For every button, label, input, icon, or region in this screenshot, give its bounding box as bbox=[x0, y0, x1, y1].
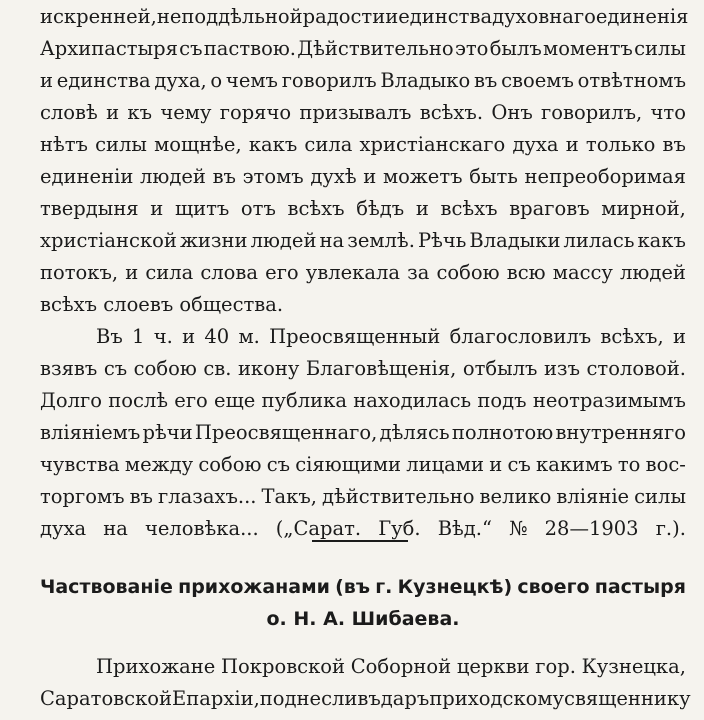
word: и bbox=[415, 197, 429, 220]
word: находилась bbox=[353, 389, 472, 412]
word: Саратовской bbox=[40, 687, 173, 710]
word: въ bbox=[473, 69, 498, 92]
word: своего bbox=[517, 576, 590, 598]
word: единства bbox=[398, 5, 493, 28]
word: Прихожане bbox=[96, 655, 216, 678]
word: Кузнецкѣ) bbox=[397, 576, 513, 598]
word: паствою. bbox=[203, 37, 297, 60]
word: Кузнецка, bbox=[581, 655, 686, 678]
word: мирной, bbox=[601, 197, 686, 220]
word: въ bbox=[129, 485, 153, 508]
word: взявъ bbox=[40, 357, 98, 380]
word: вліяніемъ bbox=[40, 421, 141, 444]
word: то bbox=[617, 453, 641, 476]
word: въ bbox=[662, 133, 686, 156]
word: и bbox=[182, 325, 196, 348]
word: м. bbox=[238, 325, 260, 348]
word: Дѣйствительно bbox=[297, 37, 454, 60]
word: въ bbox=[212, 165, 236, 188]
text-line bbox=[40, 355, 686, 383]
word: г. bbox=[375, 576, 393, 598]
word: Архипастыря bbox=[40, 37, 178, 60]
text-line bbox=[40, 3, 689, 31]
word: людей bbox=[250, 229, 317, 252]
word: на bbox=[103, 517, 128, 540]
word: внутренняго bbox=[555, 421, 686, 444]
word: сила bbox=[304, 133, 353, 156]
word: только bbox=[585, 133, 656, 156]
word: этомъ bbox=[242, 165, 304, 188]
word: № bbox=[509, 517, 528, 540]
word: благословилъ bbox=[449, 325, 592, 348]
word: говорилъ bbox=[281, 69, 377, 92]
word: духовнаго bbox=[492, 5, 596, 28]
word: нѣтъ bbox=[40, 133, 88, 156]
word: икону bbox=[237, 357, 300, 380]
word: духа bbox=[512, 133, 559, 156]
word: твердыня bbox=[40, 197, 139, 220]
word: слова bbox=[200, 261, 259, 284]
text-line bbox=[40, 195, 686, 223]
word: чувства bbox=[40, 453, 120, 476]
word: отъ bbox=[240, 197, 276, 220]
word: какимъ bbox=[536, 453, 613, 476]
word: Преосвященный bbox=[269, 325, 441, 348]
word: горячо bbox=[219, 101, 292, 124]
word: своемъ bbox=[501, 69, 574, 92]
word: полнотою bbox=[451, 421, 554, 444]
text-line bbox=[40, 163, 686, 191]
text-line bbox=[40, 259, 686, 287]
word: гор. bbox=[535, 655, 576, 678]
word: собою bbox=[198, 453, 262, 476]
word: христіанской bbox=[40, 229, 177, 252]
word: христіанскаго bbox=[359, 133, 506, 156]
word: („Сарат. bbox=[275, 517, 362, 540]
word: торгомъ bbox=[40, 485, 125, 508]
word: священнику bbox=[564, 687, 691, 710]
text-line bbox=[40, 685, 691, 713]
word: сіяющими bbox=[295, 453, 401, 476]
word: Благовѣщенія, bbox=[305, 357, 457, 380]
word: увлекала bbox=[305, 261, 400, 284]
section-divider bbox=[312, 540, 408, 542]
word: говорилъ, bbox=[541, 101, 643, 124]
word: за bbox=[407, 261, 430, 284]
word: чему bbox=[160, 101, 212, 124]
word: какъ bbox=[637, 229, 686, 252]
section-heading-subtitle: о. Н. А. Шибаева. bbox=[266, 608, 460, 630]
text-line bbox=[40, 67, 686, 95]
word: Въ bbox=[96, 325, 123, 348]
word: Частвованіе bbox=[40, 576, 173, 598]
word: духѣ bbox=[310, 165, 357, 188]
word: былъ bbox=[489, 37, 542, 60]
word: мощнѣе, bbox=[154, 133, 242, 156]
word: силы bbox=[634, 485, 686, 508]
word: 1 bbox=[132, 325, 145, 348]
word: и bbox=[363, 165, 377, 188]
word: о bbox=[210, 69, 223, 92]
text-line: всѣхъ слоевъ общества. bbox=[40, 293, 284, 316]
text-line bbox=[96, 323, 686, 351]
word: человѣка... bbox=[144, 517, 259, 540]
word: и bbox=[672, 325, 686, 348]
word: Вѣд.“ bbox=[437, 517, 492, 540]
word: пастыря bbox=[594, 576, 686, 598]
word: велико bbox=[479, 485, 552, 508]
word: даръ bbox=[380, 687, 430, 710]
word: рѣчи bbox=[142, 421, 193, 444]
word: моментъ bbox=[543, 37, 633, 60]
word: и bbox=[40, 69, 53, 92]
text-line bbox=[40, 387, 686, 415]
word: 40 bbox=[204, 325, 230, 348]
word: всѣхъ, bbox=[600, 325, 664, 348]
word: въ bbox=[357, 687, 381, 710]
word: враговъ bbox=[509, 197, 590, 220]
word: силы bbox=[95, 133, 147, 156]
word: св. bbox=[203, 357, 232, 380]
word: 28—1903 bbox=[544, 517, 639, 540]
word: и bbox=[489, 453, 503, 476]
word: его bbox=[265, 261, 299, 284]
word: вос- bbox=[645, 453, 686, 476]
word: духа bbox=[40, 517, 87, 540]
word: Онъ bbox=[491, 101, 533, 124]
word: дѣлясь bbox=[379, 421, 450, 444]
text-line bbox=[40, 419, 686, 447]
section-heading bbox=[40, 573, 686, 601]
word: неотразимымъ bbox=[532, 389, 686, 412]
word: призывалъ bbox=[299, 101, 412, 124]
word: отвѣтномъ bbox=[577, 69, 686, 92]
word: съ bbox=[103, 357, 128, 380]
word: прихожанами bbox=[178, 576, 330, 598]
word: жизни bbox=[179, 229, 248, 252]
word: радости bbox=[302, 5, 386, 28]
word: быть bbox=[469, 165, 518, 188]
word: Соборной bbox=[350, 655, 452, 678]
word: единеніи bbox=[40, 165, 134, 188]
word: единства bbox=[56, 69, 151, 92]
text-line bbox=[40, 99, 686, 127]
word: столовой. bbox=[586, 357, 686, 380]
text-line bbox=[40, 227, 686, 255]
word: Преосвященнаго, bbox=[194, 421, 378, 444]
word: подъ bbox=[477, 389, 527, 412]
word: и bbox=[150, 197, 164, 220]
word: Владыки bbox=[469, 229, 561, 252]
word: послѣ bbox=[108, 389, 169, 412]
word: сила bbox=[145, 261, 194, 284]
word: собою bbox=[133, 357, 197, 380]
word: ч. bbox=[153, 325, 173, 348]
word: и bbox=[125, 261, 139, 284]
word: чемъ bbox=[225, 69, 278, 92]
word: съ bbox=[179, 37, 203, 60]
word: церкви bbox=[456, 655, 530, 678]
word: глазахъ... bbox=[158, 485, 257, 508]
word: и bbox=[385, 5, 399, 28]
word: съ bbox=[507, 453, 531, 476]
word: Такъ, bbox=[261, 485, 317, 508]
word: людей bbox=[620, 261, 686, 284]
word: съ bbox=[266, 453, 291, 476]
word: потокъ, bbox=[40, 261, 119, 284]
text-line bbox=[40, 451, 686, 479]
word: массу bbox=[552, 261, 613, 284]
word: лицами bbox=[406, 453, 484, 476]
word: духа, bbox=[154, 69, 207, 92]
text-line bbox=[96, 653, 686, 681]
word: и bbox=[106, 101, 120, 124]
word: Епархіи, bbox=[172, 687, 260, 710]
word: между bbox=[124, 453, 194, 476]
word: и bbox=[565, 133, 579, 156]
word: приходскому bbox=[429, 687, 565, 710]
word: можетъ bbox=[382, 165, 463, 188]
word: г.). bbox=[655, 517, 686, 540]
citation-line bbox=[40, 515, 686, 543]
word: всю bbox=[506, 261, 546, 284]
word: неподдѣльной bbox=[156, 5, 303, 28]
word: къ bbox=[127, 101, 153, 124]
word: дѣйствительно bbox=[322, 485, 475, 508]
word: бѣдъ bbox=[356, 197, 405, 220]
word: лилась bbox=[563, 229, 635, 252]
word: щитъ bbox=[174, 197, 230, 220]
word: на bbox=[319, 229, 345, 252]
word: какъ bbox=[248, 133, 298, 156]
word: Покровской bbox=[221, 655, 346, 678]
word: людей bbox=[139, 165, 206, 188]
word: землѣ. bbox=[347, 229, 415, 252]
word: (въ bbox=[335, 576, 371, 598]
text-line bbox=[40, 35, 686, 63]
word: изъ bbox=[543, 357, 580, 380]
text-line bbox=[40, 483, 686, 511]
word: Рѣчь bbox=[417, 229, 467, 252]
word: что bbox=[650, 101, 686, 124]
word: Губ. bbox=[378, 517, 421, 540]
word: Долго bbox=[40, 389, 102, 412]
word: силы bbox=[634, 37, 686, 60]
word: всѣхъ bbox=[287, 197, 345, 220]
word: Владыко bbox=[380, 69, 471, 92]
word: искренней, bbox=[40, 5, 157, 28]
word: отбылъ bbox=[462, 357, 538, 380]
word: это bbox=[454, 37, 489, 60]
word: собою bbox=[436, 261, 500, 284]
word: публика bbox=[261, 389, 347, 412]
word: его bbox=[174, 389, 208, 412]
word: всѣхъ bbox=[440, 197, 498, 220]
word: непреоборимая bbox=[524, 165, 686, 188]
word: поднесли bbox=[259, 687, 358, 710]
word: словѣ bbox=[40, 101, 98, 124]
word: вліяніе bbox=[556, 485, 630, 508]
text-line bbox=[40, 131, 686, 159]
word: еще bbox=[214, 389, 256, 412]
word: всѣхъ. bbox=[419, 101, 484, 124]
word: единенія bbox=[595, 5, 689, 28]
